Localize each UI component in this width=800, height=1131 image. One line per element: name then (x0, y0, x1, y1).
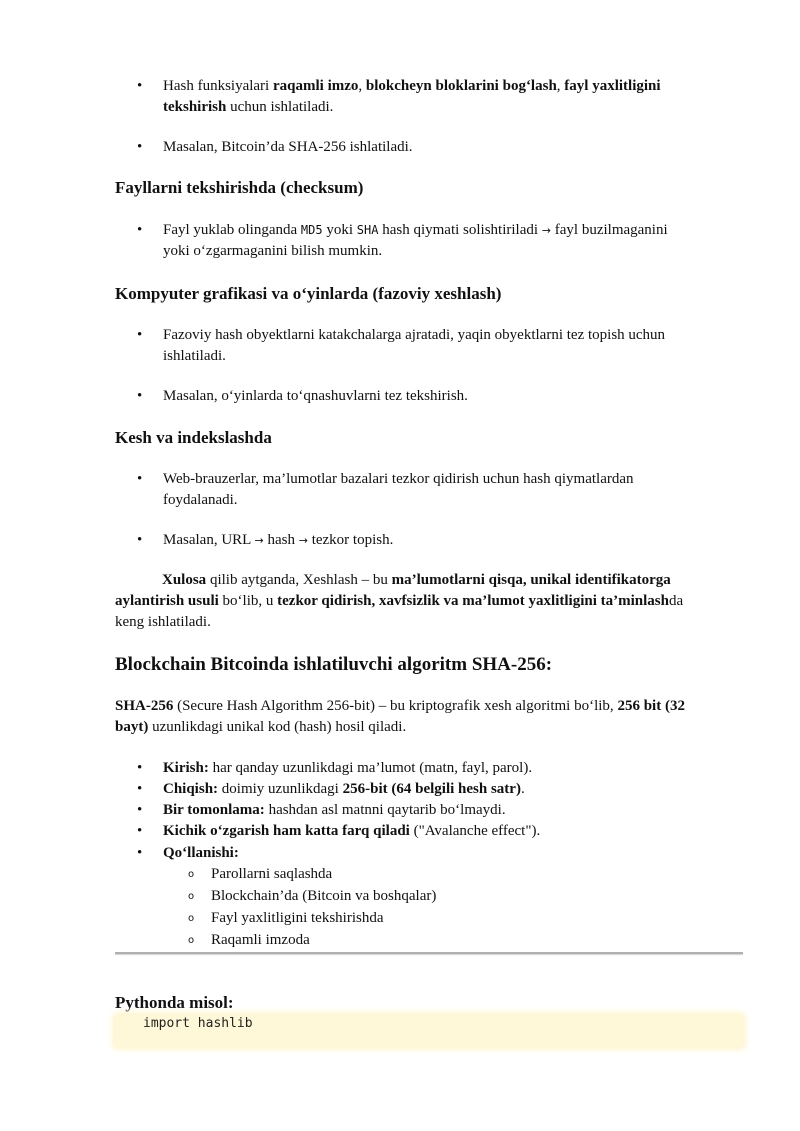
sub-list-item: Parollarni saqlashda (211, 866, 333, 882)
paragraph-hash-usage: Hash funksiyalari raqamli imzo, blokcheyn bloklarini bog‘lash, fayl yaxlitligini tekshirish uchun ishlatiladi. (163, 78, 661, 115)
heading-python-example: Pythonda misol: (115, 993, 234, 1012)
bullet-marker: • (137, 802, 143, 818)
list-item-one-way: Bir tomonlama: hashdan asl matnni qaytarib bo‘lmaydi. (163, 802, 506, 818)
heading-checksum: Fayllarni tekshirishda (checksum) (115, 178, 364, 197)
bullet-marker: • (137, 845, 143, 861)
paragraph-bitcoin-example: Masalan, Bitcoin’da SHA-256 ishlatiladi. (163, 139, 413, 155)
paragraph-checksum: Fayl yuklab olinganda MD5 yoki SHA hash qiymati solishtiriladi → fayl buzilmaganini yoki o‘zgarmaganini bilish mumkin. (163, 222, 668, 259)
sub-bullet-marker: o (188, 869, 195, 880)
horizontal-divider (115, 952, 743, 954)
sub-list-item: Raqamli imzoda (211, 932, 310, 948)
bullet-marker: • (137, 222, 143, 238)
list-item-avalanche: Kichik o‘zgarish ham katta farq qiladi ("Avalanche effect"). (163, 823, 541, 839)
list-item-usage: Qo‘llanishi: (163, 845, 239, 861)
sub-bullet-marker: o (188, 891, 195, 902)
bullet-marker: • (137, 760, 143, 776)
bullet-marker: • (137, 139, 143, 155)
paragraph-conclusion: Xulosa qilib aytganda, Xeshlash – bu ma’lumotlarni qisqa, unikal identifikatorga aylantirish usuli bo‘lib, u tezkor qidirish, xavfsizlik va ma’lumot yaxlitligini ta’minlashda keng ishlatiladi. (115, 572, 684, 630)
list-item-output: Chiqish: doimiy uzunlikdagi 256-bit (64 belgili hesh satr). (163, 781, 525, 797)
bullet-marker: • (137, 781, 143, 797)
heading-cache: Kesh va indekslashda (115, 428, 272, 447)
paragraph-spatial-hash: Fazoviy hash obyektlarni katakchalarga ajratadi, yaqin obyektlarni tez topish uchun ishlatiladi. (163, 327, 666, 364)
paragraph-collision-example: Masalan, o‘yinlarda to‘qnashuvlarni tez tekshirish. (163, 388, 468, 404)
bullet-marker: • (137, 823, 143, 839)
bullet-marker: • (137, 327, 143, 343)
sub-list-item: Blockchain’da (Bitcoin va boshqalar) (211, 888, 437, 904)
bullet-marker: • (137, 471, 143, 487)
heading-sha256: Blockchain Bitcoinda ishlatiluvchi algoritm SHA-256: (115, 654, 553, 675)
bullet-marker: • (137, 78, 143, 94)
paragraph-sha256-intro: SHA-256 (Secure Hash Algorithm 256-bit) – bu kriptografik xesh algoritmi bo‘lib, 256 bit (32 bayt) uzunlikdagi unikal kod (hash) hosil qiladi. (115, 698, 685, 735)
bullet-marker: • (137, 388, 143, 404)
sub-bullet-marker: o (188, 913, 195, 924)
heading-graphics: Kompyuter grafikasi va o‘yinlarda (fazoviy xeshlash) (115, 284, 502, 303)
bullet-marker: • (137, 532, 143, 548)
code-line: import hashlib (143, 1016, 253, 1031)
paragraph-cache: Web-brauzerlar, ma’lumotlar bazalari tezkor qidirish uchun hash qiymatlardan foydalanadi. (163, 471, 634, 508)
list-item-input: Kirish: har qanday uzunlikdagi ma’lumot (matn, fayl, parol). (163, 760, 533, 776)
code-block (115, 1015, 743, 1047)
sub-list-item: Fayl yaxlitligini tekshirishda (211, 910, 384, 926)
paragraph-url-example: Masalan, URL → hash → tezkor topish. (163, 532, 394, 548)
sub-bullet-marker: o (188, 935, 195, 946)
